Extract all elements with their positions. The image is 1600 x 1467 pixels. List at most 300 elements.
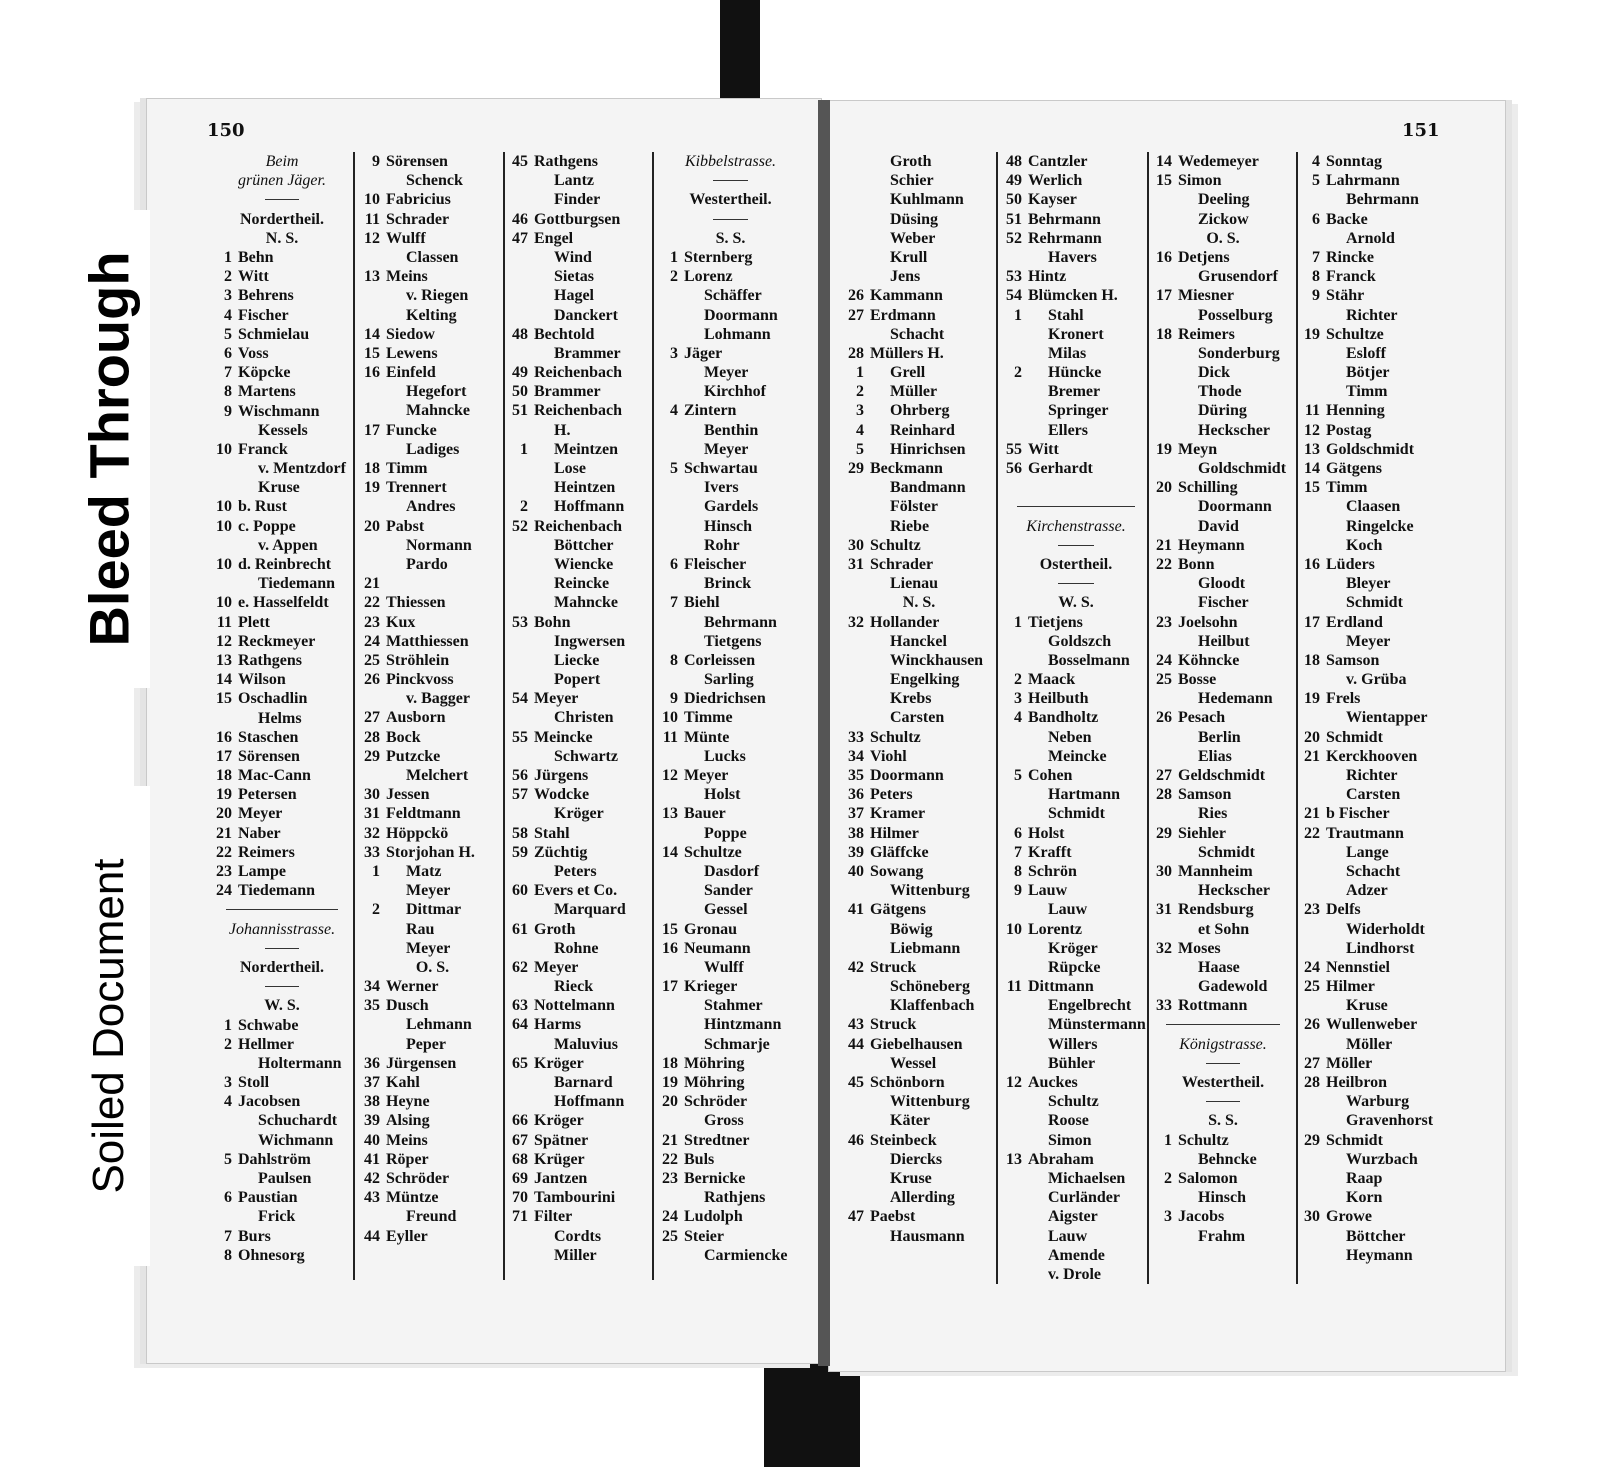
resident-name: Franck	[238, 440, 288, 458]
right-column-2	[1002, 152, 1150, 1284]
resident-name: et Sohn	[1198, 920, 1250, 938]
directory-entry	[360, 190, 505, 209]
resident-name: Ausborn	[386, 709, 446, 727]
resident-name: Thode	[1198, 383, 1242, 401]
resident-name: Sander	[704, 882, 753, 900]
directory-entry	[212, 1111, 352, 1130]
resident-name: Krieger	[684, 978, 738, 996]
house-number: 27	[364, 709, 380, 727]
resident-name: Plett	[238, 613, 270, 631]
section-heading: Nordertheil.	[240, 210, 324, 228]
directory-entry	[508, 824, 650, 843]
resident-name: Esloff	[1346, 344, 1386, 362]
directory-entry	[508, 344, 650, 363]
directory-entry	[1152, 1150, 1294, 1169]
house-number	[1002, 1054, 1028, 1073]
street-heading: Königstrasse.	[1179, 1035, 1267, 1053]
resident-name: v. Mentzdorf	[258, 460, 346, 478]
house-number: 25	[662, 1227, 678, 1245]
resident-name: Behrmann	[1028, 210, 1101, 228]
resident-name: Dick	[1198, 364, 1230, 382]
resident-name: Allerding	[890, 1189, 955, 1207]
resident-name: Reimers	[238, 843, 295, 861]
house-number: 30	[1304, 1208, 1320, 1226]
resident-name: Kröger	[554, 805, 604, 823]
house-number	[1300, 1035, 1326, 1054]
column-rule	[503, 152, 505, 1280]
house-number: 20	[1304, 728, 1320, 746]
house-number	[360, 440, 386, 459]
directory-entry	[1300, 1131, 1450, 1150]
directory-entry	[360, 1092, 505, 1111]
house-number	[1300, 1169, 1326, 1188]
house-number: 17	[1304, 613, 1320, 631]
resident-name: Wischmann	[238, 402, 320, 420]
directory-entry	[360, 382, 505, 401]
resident-name: c. Poppe	[238, 517, 296, 535]
directory-entry	[1002, 363, 1150, 382]
resident-name: Meyer	[534, 958, 579, 976]
house-number: 7	[1312, 248, 1320, 266]
house-number: 55	[512, 728, 528, 746]
house-number	[1152, 747, 1178, 766]
directory-entry	[508, 804, 650, 823]
house-number: 4	[1014, 709, 1022, 727]
house-number: 22	[216, 843, 232, 861]
resident-name: Kruse	[890, 1169, 932, 1187]
house-number	[212, 421, 238, 440]
directory-entry	[1002, 401, 1150, 420]
house-number	[1152, 804, 1178, 823]
house-number	[1300, 517, 1326, 536]
directory-entry	[1300, 958, 1450, 977]
resident-name: Cohen	[1028, 767, 1073, 785]
directory-entry	[1152, 344, 1294, 363]
house-number	[212, 1054, 238, 1073]
directory-entry	[508, 689, 650, 708]
directory-entry	[212, 709, 352, 728]
directory-entry	[1300, 1092, 1450, 1111]
house-number	[658, 382, 684, 401]
house-number: 12	[216, 632, 232, 650]
house-number	[844, 881, 870, 900]
house-number: 33	[1156, 997, 1172, 1015]
resident-name: Heintzen	[554, 479, 616, 497]
house-number: 57	[512, 786, 528, 804]
resident-name: Hedemann	[1198, 690, 1273, 708]
street-heading: Johannisstrasse.	[228, 920, 336, 938]
house-number: 21	[364, 575, 380, 593]
section-divider	[1152, 1015, 1294, 1034]
house-number	[360, 689, 386, 708]
directory-entry	[844, 555, 994, 574]
house-number	[360, 555, 386, 574]
resident-name: Wessel	[890, 1054, 937, 1072]
resident-name: Meins	[386, 268, 428, 286]
directory-entry	[212, 1054, 352, 1073]
resident-name: Meyer	[406, 882, 451, 900]
directory-entry	[360, 747, 505, 766]
house-number: 54	[1006, 287, 1022, 305]
resident-name: Gardels	[704, 498, 759, 516]
house-number	[1152, 920, 1178, 939]
resident-name: Behrmann	[1346, 191, 1419, 209]
directory-entry	[508, 728, 650, 747]
resident-name: Springer	[1048, 402, 1109, 420]
binding-strip-bottom	[764, 1360, 860, 1467]
house-number	[1300, 593, 1326, 612]
soiled-document-label	[68, 786, 150, 1266]
house-number	[844, 1054, 870, 1073]
house-number	[844, 574, 870, 593]
section-heading: Ostertheil.	[1039, 555, 1113, 573]
directory-entry	[658, 920, 803, 939]
directory-entry	[844, 459, 994, 478]
house-number	[360, 939, 386, 958]
resident-name: Fischer	[238, 306, 289, 324]
house-number	[508, 939, 534, 958]
resident-name: Miller	[554, 1246, 597, 1264]
directory-entry	[844, 689, 994, 708]
resident-name: Heckscher	[1198, 421, 1270, 439]
house-number	[1002, 747, 1028, 766]
house-number: 52	[1006, 229, 1022, 247]
directory-entry	[1152, 939, 1294, 958]
house-number: 60	[512, 882, 528, 900]
resident-name: Pardo	[406, 555, 448, 573]
house-number	[658, 286, 684, 305]
resident-name: Rehrmann	[1028, 229, 1102, 247]
resident-name: Barnard	[554, 1074, 613, 1091]
directory-entry	[212, 766, 352, 785]
resident-name: Franck	[1326, 268, 1376, 286]
house-number	[508, 900, 534, 919]
house-number: 33	[848, 728, 864, 746]
resident-name: Schultze	[684, 843, 742, 861]
directory-entry	[658, 708, 803, 727]
resident-name: Lorentz	[1028, 920, 1082, 938]
directory-entry	[1300, 804, 1450, 823]
street-heading: Beim	[265, 153, 299, 170]
directory-entry	[844, 152, 994, 171]
directory-entry	[360, 1150, 505, 1169]
house-number: 28	[1304, 1074, 1320, 1091]
resident-name: Schmidt	[1346, 594, 1403, 612]
directory-entry	[844, 824, 994, 843]
resident-name: Jäger	[684, 344, 723, 362]
section-heading: O. S.	[1206, 229, 1240, 247]
directory-entry	[212, 1016, 352, 1035]
house-number: 15	[1304, 479, 1320, 497]
resident-name: Simon	[1048, 1131, 1092, 1149]
house-number: 23	[216, 863, 232, 880]
directory-entry	[212, 785, 352, 804]
resident-name: Röper	[386, 1150, 429, 1168]
directory-entry	[1002, 920, 1150, 939]
house-number	[1152, 210, 1178, 229]
section-heading: S. S.	[1208, 1112, 1238, 1130]
section-divider	[212, 190, 352, 209]
house-number	[508, 747, 534, 766]
house-number	[1002, 421, 1028, 440]
resident-name: Gerhardt	[1028, 460, 1093, 477]
resident-name: Hintz	[1028, 268, 1067, 286]
house-number: 8	[224, 1246, 232, 1264]
house-number: 66	[512, 1112, 528, 1130]
house-number: 63	[512, 997, 528, 1015]
house-number: 56	[1006, 460, 1022, 477]
house-number: 51	[512, 402, 528, 420]
directory-entry	[658, 1073, 803, 1092]
house-number: 1	[520, 440, 528, 458]
resident-name: Rohne	[554, 939, 599, 957]
column-rule	[1296, 152, 1298, 1284]
house-number	[1300, 766, 1326, 785]
house-number	[658, 670, 684, 689]
directory-entry	[360, 229, 505, 248]
section-heading: Nordertheil.	[240, 958, 324, 976]
house-number	[508, 344, 534, 363]
resident-name: Evers et Co.	[534, 882, 618, 900]
house-number	[658, 785, 684, 804]
resident-name: Rincke	[1326, 248, 1374, 266]
resident-name: Frahm	[1198, 1227, 1246, 1245]
house-number	[1002, 401, 1028, 420]
resident-name: Hanckel	[890, 632, 947, 650]
resident-name: Behrens	[238, 287, 294, 305]
resident-name: Matthiessen	[386, 632, 469, 650]
resident-name: Gätgens	[1326, 460, 1382, 477]
house-number	[1300, 363, 1326, 382]
house-number: 11	[216, 613, 232, 631]
directory-entry	[1152, 210, 1294, 229]
directory-entry	[1002, 728, 1150, 747]
house-number	[1300, 843, 1326, 862]
resident-name: Ellers	[1048, 421, 1088, 439]
resident-name: Schacht	[890, 325, 945, 343]
directory-entry	[1002, 1169, 1150, 1188]
house-number	[658, 900, 684, 919]
house-number: 19	[1304, 690, 1320, 708]
resident-name: Lauw	[1028, 882, 1068, 900]
resident-name: Ringelcke	[1346, 517, 1414, 535]
right-column-4	[1300, 152, 1450, 1265]
directory-entry	[1300, 459, 1450, 478]
directory-entry	[844, 536, 994, 555]
house-number: 19	[662, 1074, 678, 1092]
resident-name: Gläffcke	[870, 843, 929, 861]
directory-entry	[1002, 651, 1150, 670]
resident-name: Meincke	[534, 728, 593, 746]
resident-name: Schönborn	[870, 1074, 945, 1092]
directory-entry	[212, 1092, 352, 1111]
house-number	[1300, 632, 1326, 651]
directory-entry	[1300, 689, 1450, 708]
resident-name: Putzcke	[386, 747, 441, 765]
resident-name: Riebe	[890, 517, 930, 535]
resident-name: Bechtold	[534, 325, 595, 343]
directory-entry	[1152, 171, 1294, 190]
house-number: 21	[216, 824, 232, 842]
resident-name: Helms	[258, 709, 302, 727]
directory-entry	[212, 1246, 352, 1265]
resident-name: Grell	[890, 364, 926, 382]
house-number: 21	[1156, 536, 1172, 554]
directory-entry	[1152, 497, 1294, 516]
house-number: 2	[372, 901, 380, 919]
house-number: 35	[848, 767, 864, 785]
directory-entry	[1300, 440, 1450, 459]
house-number: 1	[1014, 306, 1022, 324]
resident-name: Meyer	[1346, 632, 1391, 650]
directory-entry	[658, 574, 803, 593]
resident-name: Carmiencke	[704, 1246, 788, 1264]
section-divider	[212, 977, 352, 996]
directory-entry	[212, 1227, 352, 1246]
directory-entry	[1152, 1169, 1294, 1188]
directory-entry	[1002, 382, 1150, 401]
resident-name: Henning	[1326, 402, 1385, 420]
house-number	[508, 267, 534, 286]
directory-entry	[844, 1131, 994, 1150]
directory-entry	[508, 459, 650, 478]
directory-entry	[212, 286, 352, 305]
resident-name: Wichmann	[258, 1131, 334, 1149]
resident-name: b. Rust	[238, 498, 287, 516]
resident-name: Stähr	[1326, 287, 1365, 305]
house-number: 2	[856, 383, 864, 401]
resident-name: Gottburgsen	[534, 210, 621, 228]
house-number	[1300, 1227, 1326, 1246]
directory-entry	[508, 862, 650, 881]
house-number: 24	[1156, 651, 1172, 669]
house-number	[844, 977, 870, 996]
resident-name: Freund	[406, 1208, 457, 1226]
resident-name: Bötjer	[1346, 364, 1390, 382]
house-number	[1152, 344, 1178, 363]
resident-name: Paustian	[238, 1189, 298, 1207]
house-number: 13	[1006, 1150, 1022, 1168]
left-column-2	[360, 152, 505, 1246]
directory-entry	[1152, 459, 1294, 478]
resident-name: Lange	[1346, 843, 1389, 861]
house-number	[658, 440, 684, 459]
house-number: 47	[848, 1208, 864, 1226]
directory-entry	[1002, 1015, 1150, 1034]
directory-entry	[658, 1015, 803, 1034]
directory-entry	[844, 747, 994, 766]
house-number	[844, 248, 870, 267]
resident-name: Petersen	[238, 786, 297, 804]
house-number: 19	[1304, 325, 1320, 343]
directory-entry	[1152, 843, 1294, 862]
house-number	[844, 632, 870, 651]
directory-entry	[1002, 1207, 1150, 1226]
section-divider	[1002, 536, 1150, 555]
house-number: 21	[662, 1131, 678, 1149]
directory-entry	[1152, 1131, 1294, 1150]
directory-entry	[1300, 517, 1450, 536]
directory-entry	[844, 996, 994, 1015]
directory-entry	[658, 613, 803, 632]
resident-name: Mannheim	[1178, 862, 1253, 880]
directory-entry	[1152, 920, 1294, 939]
house-number: 5	[224, 1150, 232, 1168]
house-number: 6	[224, 344, 232, 362]
house-number: 50	[512, 383, 528, 401]
resident-name: Schuchardt	[258, 1112, 338, 1130]
house-number	[658, 862, 684, 881]
directory-entry	[360, 517, 505, 536]
resident-name: Brammer	[554, 344, 621, 362]
resident-name: Adzer	[1346, 882, 1388, 900]
directory-entry	[1002, 286, 1150, 305]
resident-name: Krafft	[1028, 843, 1072, 861]
house-number	[360, 286, 386, 305]
house-number: 32	[848, 613, 864, 631]
section-divider	[212, 939, 352, 958]
directory-entry	[658, 785, 803, 804]
house-number	[508, 555, 534, 574]
directory-entry	[844, 517, 994, 536]
house-number: 24	[662, 1208, 678, 1226]
resident-name: Böwig	[890, 920, 933, 938]
house-number: 15	[216, 690, 232, 708]
house-number: 39	[364, 1112, 380, 1130]
resident-name: Doormann	[1198, 498, 1272, 516]
house-number: 24	[1304, 958, 1320, 976]
directory-entry	[1300, 1054, 1450, 1073]
resident-name: Elias	[1198, 747, 1232, 765]
house-number	[844, 190, 870, 209]
directory-entry	[844, 497, 994, 516]
house-number	[1152, 881, 1178, 900]
section-divider	[1152, 1054, 1294, 1073]
resident-name: Struck	[870, 1016, 917, 1034]
directory-entry	[1152, 478, 1294, 497]
resident-name: Jürgens	[534, 767, 589, 784]
directory-entry	[1300, 785, 1450, 804]
house-number	[1300, 1150, 1326, 1169]
house-number	[360, 171, 386, 190]
resident-name: Sonntag	[1326, 153, 1383, 170]
directory-entry	[658, 1169, 803, 1188]
house-number: 30	[848, 536, 864, 554]
house-number: 28	[848, 344, 864, 362]
resident-name: Wedemeyer	[1178, 153, 1259, 170]
house-number: 17	[662, 978, 678, 996]
house-number: 16	[1156, 248, 1172, 266]
resident-name: Michaelsen	[1048, 1169, 1126, 1187]
house-number	[1152, 306, 1178, 325]
directory-entry	[212, 363, 352, 382]
resident-name: Trautmann	[1326, 824, 1404, 842]
directory-entry	[360, 210, 505, 229]
house-number: 10	[1006, 920, 1022, 938]
directory-entry	[212, 248, 352, 267]
resident-name: Heckscher	[1198, 882, 1270, 900]
house-number	[1002, 1169, 1028, 1188]
directory-entry	[1300, 632, 1450, 651]
directory-entry	[360, 824, 505, 843]
directory-entry	[508, 574, 650, 593]
resident-name: Düring	[1198, 402, 1247, 420]
resident-name: Krull	[890, 248, 928, 266]
soiled-document-text: Soiled Document	[84, 858, 133, 1194]
resident-name: Classen	[406, 248, 459, 266]
resident-name: Havers	[1048, 248, 1097, 266]
directory-entry	[844, 900, 994, 919]
